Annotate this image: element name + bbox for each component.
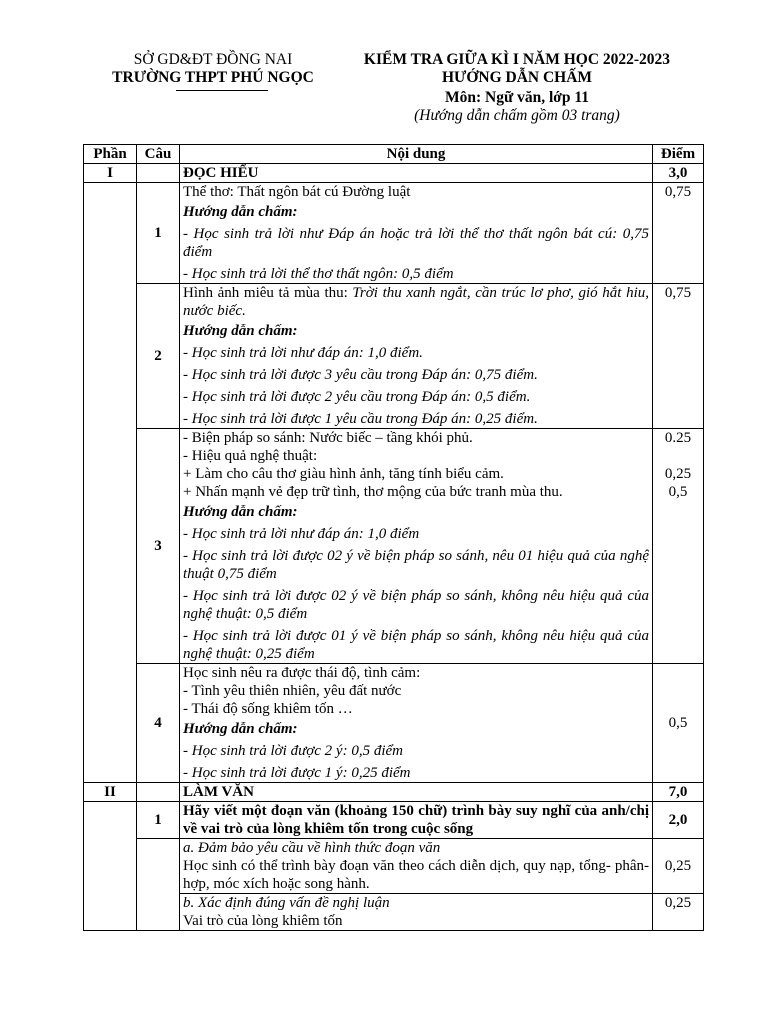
part-title: ĐỌC HIỂU [180,164,653,183]
guide-item: - Học sinh trả lời thể thơ thất ngôn: 0,5 điểm [183,266,454,282]
guide-item: - Học sinh trả lời được 3 yêu cầu trong Đáp án: 0,75 điểm. [183,367,538,383]
answer-label: Hình ảnh miêu tả mùa thu: [183,285,353,301]
question-number: 2 [137,284,180,429]
question-number: 1 [137,183,180,284]
score-item: 0,25 [664,466,692,482]
department-name: SỞ GD&ĐT ĐỒNG NAI [133,51,293,68]
criterion-content [180,894,653,931]
question-scores [653,429,704,664]
empty-cell [137,164,180,183]
part-row-reading [84,164,704,183]
essay-prompt-row [84,802,704,839]
guide-item: - Học sinh trả lời như đáp án: 1,0 điểm. [183,345,423,361]
answer-line: + Nhấn mạnh vẻ đẹp trữ tình, thơ mộng của bức tranh mùa thu. [183,484,563,500]
criterion-title: b. Xác định đúng vấn đề nghị luận [183,895,390,911]
header-part: Phần [84,145,137,164]
guide-item: - Học sinh trả lời được 2 yêu cầu trong Đáp án: 0,5 điểm. [183,389,531,405]
guide-heading: Hướng dẫn chấm: [183,204,298,220]
document-header [0,51,768,131]
question-content [180,664,653,783]
empty-cell [137,783,180,802]
answer-line: Học sinh nêu ra được thái độ, tình cảm: [183,665,421,681]
criterion-title: a. Đảm bảo yêu cầu về hình thức đoạn văn [183,840,441,856]
part-span-cell [84,802,137,931]
part-score: 7,0 [653,783,704,802]
question-row-3 [84,429,704,664]
guide-item: - Học sinh trả lời được 02 ý về biện pháp so sánh, không nêu hiệu quả của nghệ thuật: 0,5 điểm [183,588,649,622]
part-span-cell [84,183,137,783]
guide-item: - Học sinh trả lời như đáp án: 1,0 điểm [183,526,420,542]
answer-quote: Trời thu xanh ngắt, cần trúc lơ phơ, gió hắt hiu, nước biếc. [183,285,649,319]
criterion-text: Học sinh có thể trình bày đoạn văn theo cách diễn dịch, quy nạp, tổng- phân-hợp, móc xích hoặc song hành. [183,858,649,892]
guide-item: - Học sinh trả lời được 1 yêu cầu trong Đáp án: 0,25 điểm. [183,411,538,427]
question-number: 3 [137,429,180,664]
essay-prompt: Hãy viết một đoạn văn (khoảng 150 chữ) trình bày suy nghĩ của anh/chị về vai trò của lòng khiêm tốn trong cuộc sống [180,802,653,839]
question-number: 4 [137,664,180,783]
question-score: 2,0 [653,802,704,839]
part-row-writing [84,783,704,802]
guide-item: - Học sinh trả lời được 02 ý về biện pháp so sánh, nêu 01 hiệu quả của nghệ thuật 0,75 điểm [183,548,649,582]
answer-line: - Thái độ sống khiêm tốn … [183,701,353,717]
answer-text: Thể thơ: Thất ngôn bát cú Đường luật [183,184,411,200]
table-header-row [84,145,704,164]
question-content [180,183,653,284]
criterion-content [180,839,653,894]
question-score: 0,5 [653,664,704,783]
question-score: 0,75 [653,183,704,284]
page-count-note: (Hướng dẫn chấm gồm 03 trang) [414,107,620,124]
part-title: LÀM VĂN [180,783,653,802]
header-question: Câu [137,145,180,164]
question-number: 1 [137,802,180,839]
part-score: 3,0 [653,164,704,183]
guide-heading: Hướng dẫn chấm: [183,721,298,737]
criterion-row-a [84,839,704,894]
score-spacer [656,447,700,465]
criterion-text: Vai trò của lòng khiêm tốn [183,913,343,929]
answer-line: - Biện pháp so sánh: Nước biếc – tầng khói phủ. [183,430,473,446]
school-underline [176,90,268,91]
question-row-2 [84,284,704,429]
answer-text [183,284,649,320]
empty-cell [137,839,180,931]
question-score: 0,75 [653,284,704,429]
score-item: 0,5 [668,484,688,500]
guide-item: - Học sinh trả lời như Đáp án hoặc trả lời thể thơ thất ngôn bát cú: 0,75 điểm [183,226,649,260]
guide-item: - Học sinh trả lời được 01 ý về biện pháp so sánh, không nêu hiệu quả của nghệ thuật: 0,25 điểm [183,628,649,662]
document-type: HƯỚNG DẪN CHẤM [441,69,593,86]
guide-item: - Học sinh trả lời được 1 ý: 0,25 điểm [183,765,411,781]
guide-item: - Học sinh trả lời được 2 ý: 0,5 điểm [183,743,403,759]
header-content: Nội dung [180,145,653,164]
question-row-4 [84,664,704,783]
question-row-1 [84,183,704,284]
exam-title: KIỂM TRA GIỮA KÌ I NĂM HỌC 2022-2023 [363,51,671,68]
score-item: 0.25 [664,430,692,446]
subject-line: Môn: Ngữ văn, lớp 11 [444,89,590,106]
answer-line: + Làm cho câu thơ giàu hình ảnh, tăng tính biểu cảm. [183,466,504,482]
question-content [180,429,653,664]
part-label: II [84,783,137,802]
criterion-score: 0,25 [653,839,704,894]
answer-line: - Tình yêu thiên nhiên, yêu đất nước [183,683,402,699]
answer-line: - Hiệu quả nghệ thuật: [183,448,318,464]
question-content [180,284,653,429]
guide-heading: Hướng dẫn chấm: [183,504,298,520]
guide-heading: Hướng dẫn chấm: [183,323,298,339]
school-name: TRƯỜNG THPT PHÚ NGỌC [112,69,314,86]
grading-table [83,144,704,931]
part-label: I [84,164,137,183]
header-score: Điểm [653,145,704,164]
criterion-score: 0,25 [653,894,704,931]
